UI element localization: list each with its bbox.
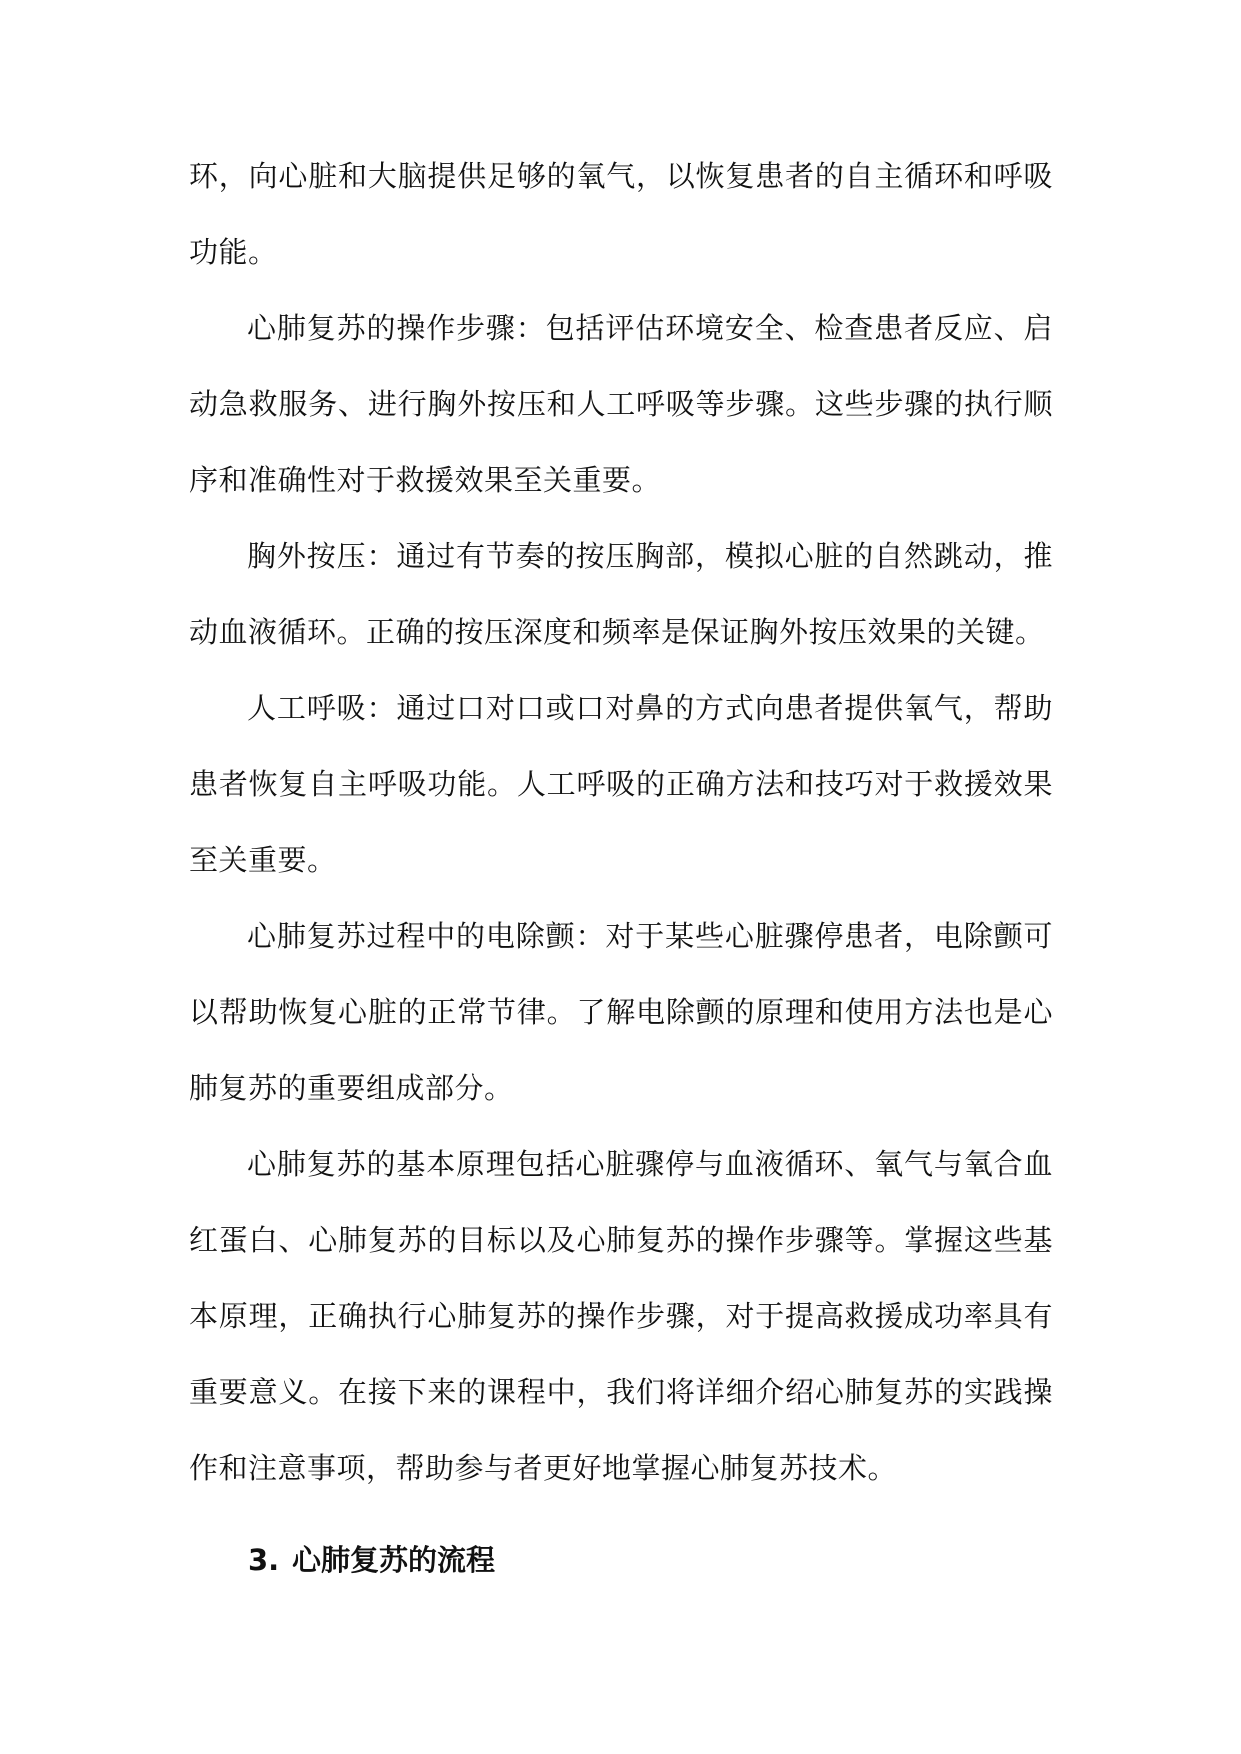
paragraph-chest-compression: 胸外按压：通过有节奏的按压胸部，模拟心脏的自然跳动，推动血液循环。正确的按压深度和频率是保证胸外按压效果的关键。	[189, 539, 1053, 649]
body-text	[189, 138, 1053, 1506]
paragraph-summary: 心肺复苏的基本原理包括心脏骤停与血液循环、氧气与氧合血红蛋白、心肺复苏的目标以及心肺复苏的操作步骤等。掌握这些基本原理，正确执行心肺复苏的操作步骤，对于提高救援成功率具有重要意义。在接下来的课程中，我们将详细介绍心肺复苏的实践操作和注意事项，帮助参与者更好地掌握心肺复苏技术。	[189, 1147, 1053, 1485]
paragraph-continuation: 环，向心脏和大脑提供足够的氧气，以恢复患者的自主循环和呼吸功能。	[189, 159, 1053, 269]
section-number: 3.	[248, 1543, 280, 1577]
section-heading	[248, 1540, 495, 1580]
paragraph-artificial-respiration: 人工呼吸：通过口对口或口对鼻的方式向患者提供氧气，帮助患者恢复自主呼吸功能。人工呼吸的正确方法和技巧对于救援效果至关重要。	[189, 691, 1053, 877]
paragraph-cpr-steps: 心肺复苏的操作步骤：包括评估环境安全、检查患者反应、启动急救服务、进行胸外按压和人工呼吸等步骤。这些步骤的执行顺序和准确性对于救援效果至关重要。	[189, 311, 1053, 497]
paragraph-defibrillation: 心肺复苏过程中的电除颤：对于某些心脏骤停患者，电除颤可以帮助恢复心脏的正常节律。了解电除颤的原理和使用方法也是心肺复苏的重要组成部分。	[189, 919, 1053, 1105]
section-title: 心肺复苏的流程	[292, 1543, 496, 1577]
